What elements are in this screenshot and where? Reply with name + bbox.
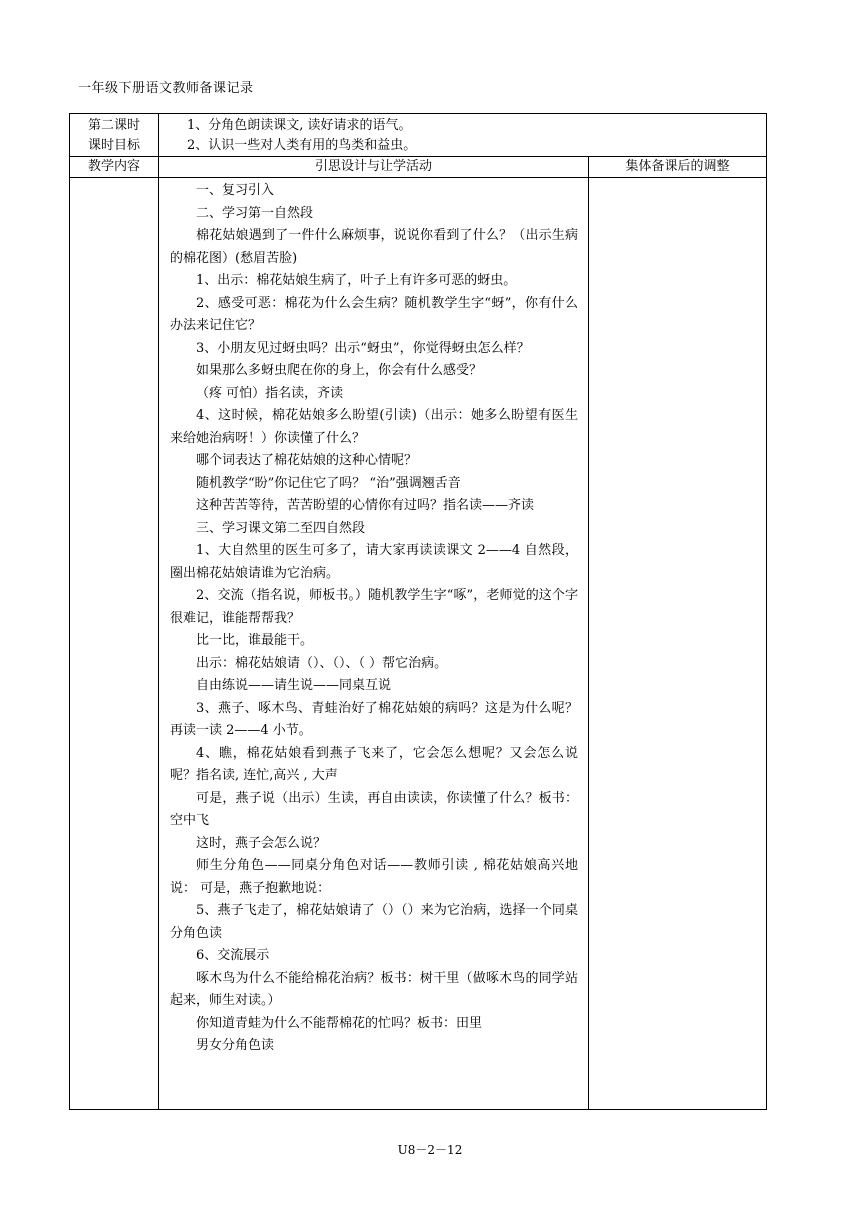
content-paragraph: 师生分角色——同桌分角色对话——教师引读 , 棉花姑娘高兴地说： 可是，燕子抱歉地说： (170, 858, 578, 896)
body-row (70, 178, 767, 1110)
content-paragraph: 如果那么多蚜虫爬在你的身上，你会有什么感受？ (196, 363, 483, 378)
lesson-label-cell (70, 114, 159, 157)
content-paragraph: 三、学习课文第二至四自然段 (196, 520, 366, 536)
content-paragraph: 二、学习第一自然段 (196, 205, 314, 221)
content-paragraph: 出示：棉花姑娘请（）、（）、（ ）帮它治病。 (196, 655, 448, 671)
content-paragraph: 随机教学“盼”你记住它了吗？ “治”强调翘舌音 (196, 475, 461, 491)
content-paragraph: 棉花姑娘遇到了一件什么麻烦事，说说你看到了什么？（出示生病的棉花图）(愁眉苦脸) (170, 228, 578, 266)
content-paragraph: 1、大自然里的医生可多了，请大家再读读课文 2——4 自然段，圈出棉花姑娘请谁为它治病。 (170, 543, 578, 581)
lesson-goals-cell (159, 114, 767, 157)
column-header-adjustments: 集体备课后的调整 (589, 157, 767, 178)
page-number: U8－2－12 (397, 1143, 463, 1157)
teaching-content-cell (70, 178, 159, 1110)
content-paragraph: 3、小朋友见过蚜虫吗？出示“蚜虫”，你觉得蚜虫怎么样？ (196, 340, 530, 356)
goals-row (70, 114, 767, 157)
content-paragraph: 1、出示：棉花姑娘生病了，叶子上有许多可恶的蚜虫。 (196, 273, 517, 288)
content-paragraph: 这时，燕子会怎么说？ (196, 835, 327, 851)
lesson-label-line2: 课时目标 (87, 138, 140, 153)
content-paragraph: 比一比，谁最能干。 (196, 633, 314, 648)
column-header-content: 教学内容 (70, 157, 159, 178)
content-paragraph: 哪个词表达了棉花姑娘的这种心情呢？ (196, 453, 418, 468)
content-paragraph: 5、燕子飞走了，棉花姑娘请了（）（）来为它治病，选择一个同桌分角色读 (170, 903, 578, 941)
content-paragraph: 6、交流展示 (196, 948, 270, 963)
lesson-goal: 1、分角色朗读课文, 读好请求的语气。 (187, 118, 412, 133)
content-paragraph: 4、这时候，棉花姑娘多么盼望(引读)（出示：她多么盼望有医生来给她治病呀！）你读懂了什么？ (170, 408, 578, 446)
content-paragraph: 男女分角色读 (196, 1038, 275, 1053)
lesson-goal: 2、认识一些对人类有用的鸟类和益虫。 (187, 138, 417, 153)
content-paragraph: 2、感受可恶：棉花为什么会生病？随机教学生字“蚜”，你有什么办法来记住它？ (170, 295, 578, 333)
activities-cell (159, 178, 589, 1110)
content-paragraph: 可是，燕子说（出示）生读，再自由读读，你读懂了什么？板书：空中飞 (170, 790, 578, 828)
content-paragraph: 2、交流（指名说，师板书。）随机教学生字“啄”，老师觉的这个字很难记，谁能帮帮我？ (170, 588, 578, 626)
lesson-plan-table (69, 113, 767, 1110)
content-paragraph: 这种苦苦等待，苦苦盼望的心情你有过吗？指名读——齐读 (196, 498, 535, 513)
content-paragraph: （疼 可怕）指名读，齐读 (196, 385, 344, 401)
lesson-label-line1: 第二课时 (87, 118, 140, 133)
content-paragraph: 3、燕子、啄木鸟、青蛙治好了棉花姑娘的病吗？这是为什么呢？再读一读 2——4 小节。 (170, 700, 578, 738)
adjustments-cell (589, 178, 767, 1110)
content-paragraph: 你知道青蛙为什么不能帮棉花的忙吗？板书：田里 (196, 1015, 483, 1031)
activities-content (170, 180, 578, 1058)
content-paragraph: 自由练说——请生说——同桌互说 (196, 678, 392, 693)
content-paragraph: 一、复习引入 (196, 183, 275, 198)
content-paragraph: 啄木鸟为什么不能给棉花治病？板书：树干里（做啄木鸟的同学站起来，师生对读。） (170, 970, 578, 1008)
content-paragraph: 4、瞧，棉花姑娘看到燕子飞来了，它会怎么想呢？又会怎么说呢？指名读, 连忙,高兴 , 大声 (170, 745, 578, 783)
column-header-activities: 引思设计与让学活动 (159, 157, 589, 178)
page-header: 一年级下册语文教师备课记录 (78, 81, 254, 96)
column-header-row (70, 157, 767, 178)
